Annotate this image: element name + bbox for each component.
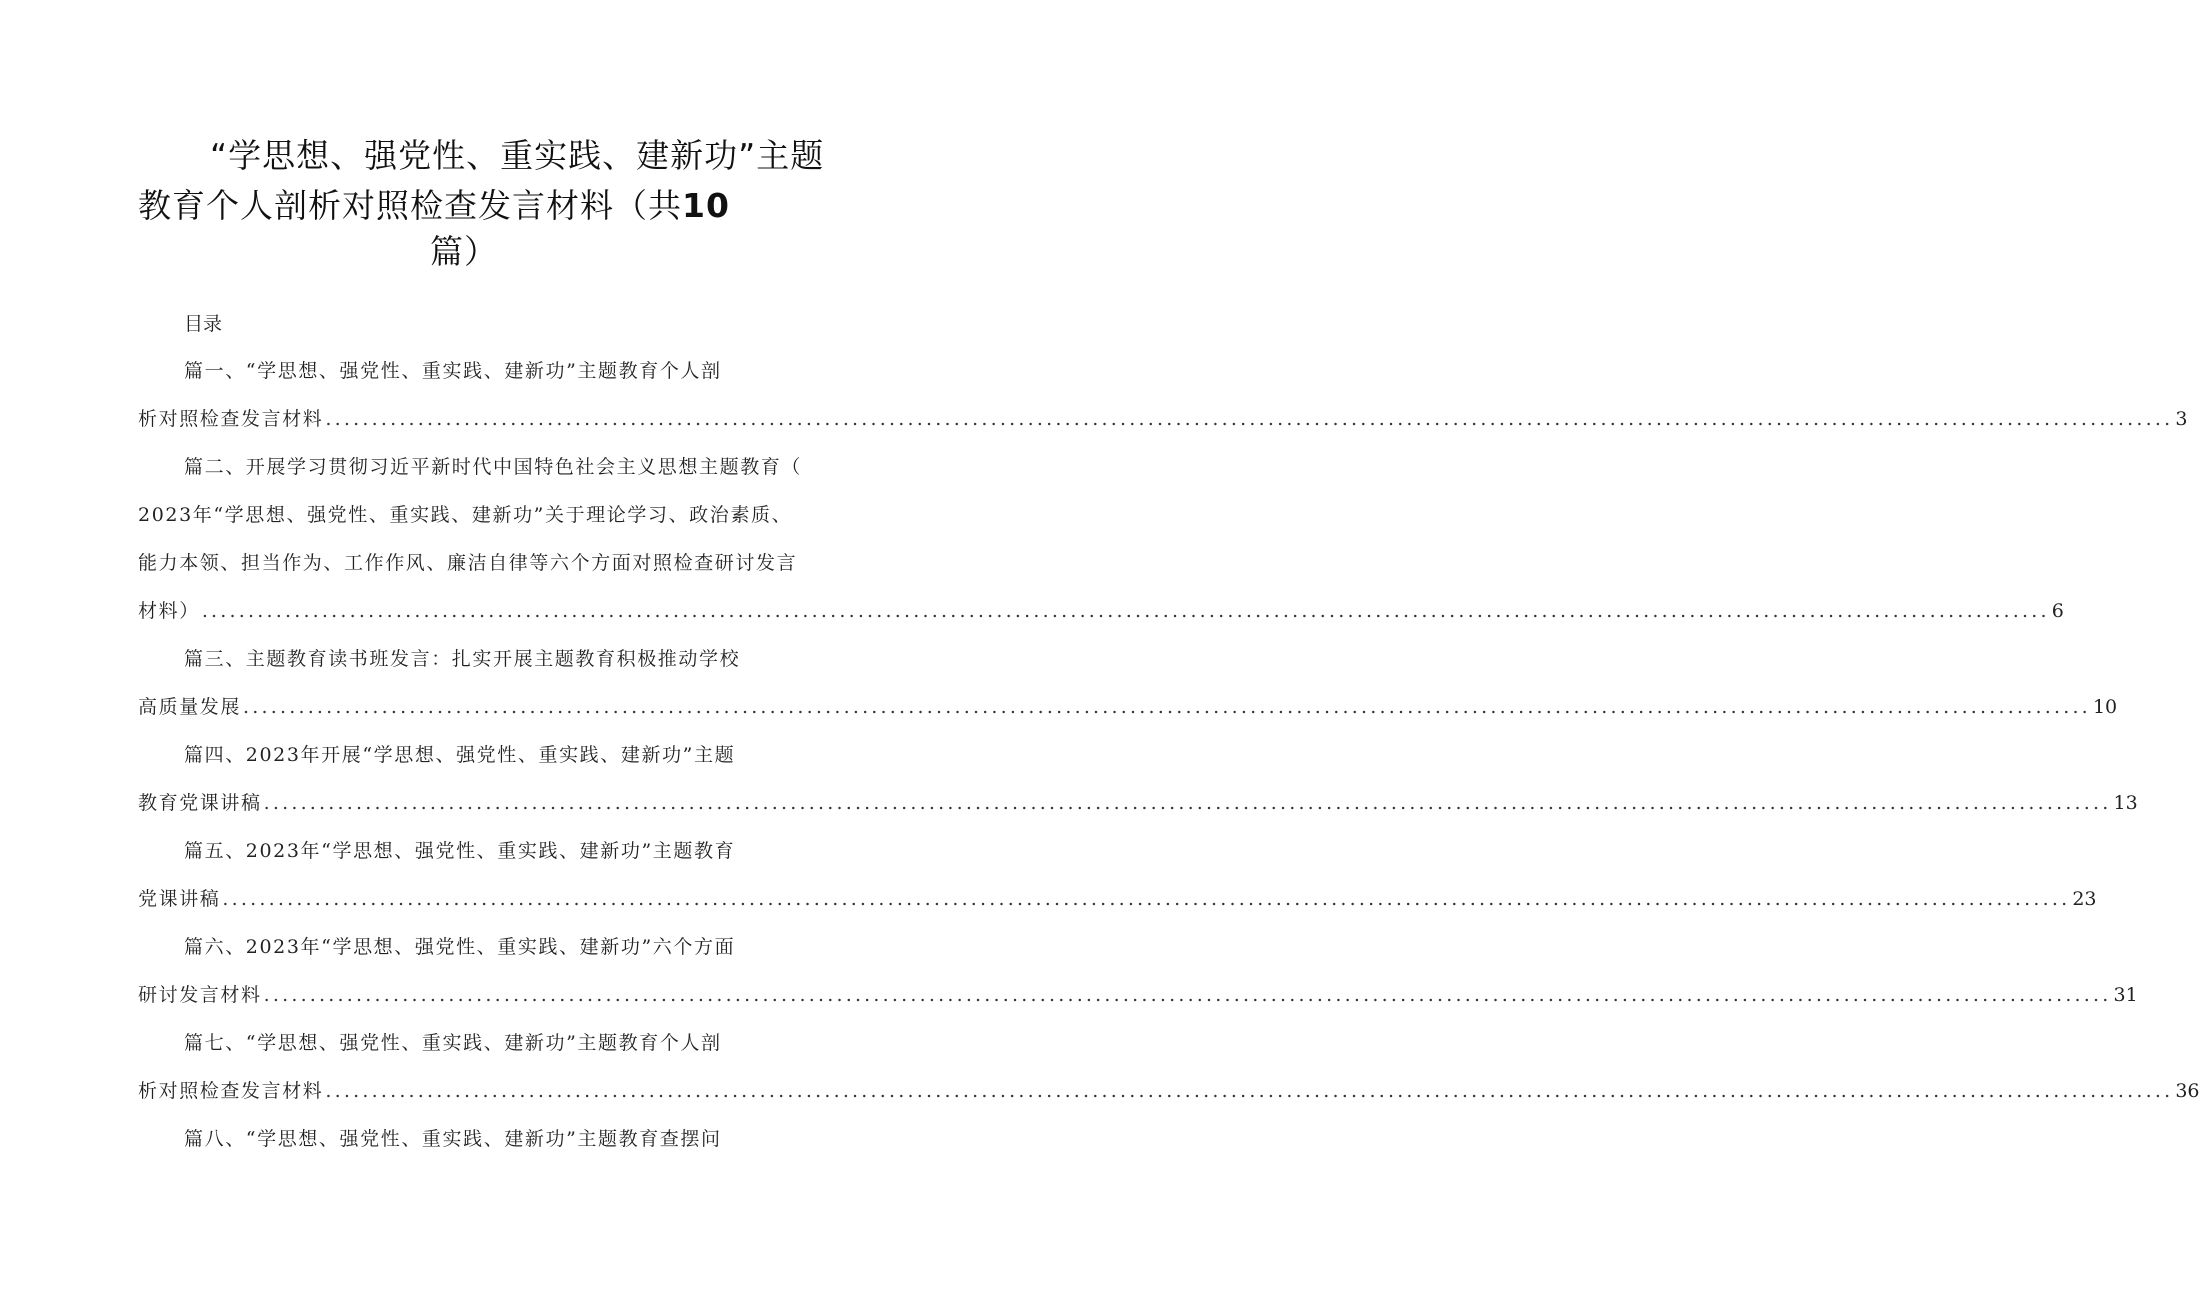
- toc-entry-line: 篇四、2023年开展“学思想、强党性、重实践、建新功”主题: [184, 744, 736, 766]
- toc-entry-text: 研讨发言材料: [138, 984, 262, 1006]
- toc-entry-text: 党课讲稿: [138, 888, 221, 910]
- document-title-line-2: [138, 186, 730, 226]
- toc-entry-line: 篇一、“学思想、强党性、重实践、建新功”主题教育个人剖: [184, 360, 722, 382]
- toc-page-number: 23: [2072, 888, 2097, 910]
- toc-entry-text: 析对照检查发言材料: [138, 1080, 324, 1102]
- toc-page-number: 6: [2051, 600, 2064, 622]
- document-title-line-3: [430, 232, 498, 272]
- toc-leader-dots: ........................................................................................................................................................................................................: [325, 1080, 2174, 1102]
- toc-page-number: 31: [2113, 984, 2138, 1006]
- toc-leader-dots: ........................................................................................................................................................................................................: [222, 888, 2071, 910]
- toc-entry-text: 教育党课讲稿: [138, 792, 262, 814]
- toc-leader-dots: ........................................................................................................................................................................................................: [263, 792, 2112, 814]
- toc-entry-line: 篇七、“学思想、强党性、重实践、建新功”主题教育个人剖: [184, 1032, 722, 1054]
- toc-leader-dots: ........................................................................................................................................................................................................: [263, 984, 2112, 1006]
- toc-entry-line: 篇三、主题教育读书班发言：扎实开展主题教育积极推动学校: [184, 648, 741, 670]
- toc-entry-line: 篇五、2023年“学思想、强党性、重实践、建新功”主题教育: [184, 840, 736, 862]
- toc-entry-line: 能力本领、担当作为、工作作风、廉洁自律等六个方面对照检查研讨发言: [138, 552, 798, 574]
- toc-entry-link[interactable]: [138, 789, 2138, 817]
- toc-entry-text: 析对照检查发言材料: [138, 408, 324, 430]
- toc-entry-link[interactable]: [138, 693, 2118, 721]
- toc-entry-link[interactable]: [138, 885, 2097, 913]
- toc-entry-link[interactable]: [138, 1077, 2200, 1105]
- toc-entry-line: 2023年“学思想、强党性、重实践、建新功”关于理论学习、政治素质、: [138, 504, 793, 526]
- toc-entry-line: 篇二、开展学习贯彻习近平新时代中国特色社会主义思想主题教育（: [184, 456, 803, 478]
- toc-entry-link[interactable]: [138, 981, 2138, 1009]
- toc-page-number: 36: [2175, 1080, 2200, 1102]
- toc-page-number: 10: [2092, 696, 2118, 718]
- toc-heading: 目录: [184, 313, 223, 335]
- toc-leader-dots: ........................................................................................................................................................................................................: [325, 408, 2174, 430]
- toc-entry-text: 高质量发展: [138, 696, 242, 718]
- title-text-2: 教育个人剖析对照检查发言材料（共: [138, 186, 682, 225]
- toc-page-number: 3: [2175, 408, 2188, 430]
- toc-entry-line: 篇六、2023年“学思想、强党性、重实践、建新功”六个方面: [184, 936, 736, 958]
- toc-leader-dots: ........................................................................................................................................................................................................: [201, 600, 2050, 622]
- toc-page-number: 13: [2113, 792, 2138, 814]
- document-title-line-1: [210, 136, 824, 176]
- toc-leader-dots: ........................................................................................................................................................................................................: [243, 696, 2091, 718]
- toc-entry-line: 篇八、“学思想、强党性、重实践、建新功”主题教育查摆问: [184, 1128, 722, 1150]
- toc-entry-link[interactable]: [138, 597, 2064, 625]
- toc-entry-link[interactable]: [138, 405, 2188, 433]
- title-count: 10: [682, 186, 730, 225]
- title-text-3: 篇）: [430, 232, 498, 271]
- toc-entry-text: 材料）: [138, 600, 200, 622]
- title-text-1: “学思想、强党性、重实践、建新功”主题: [210, 136, 825, 175]
